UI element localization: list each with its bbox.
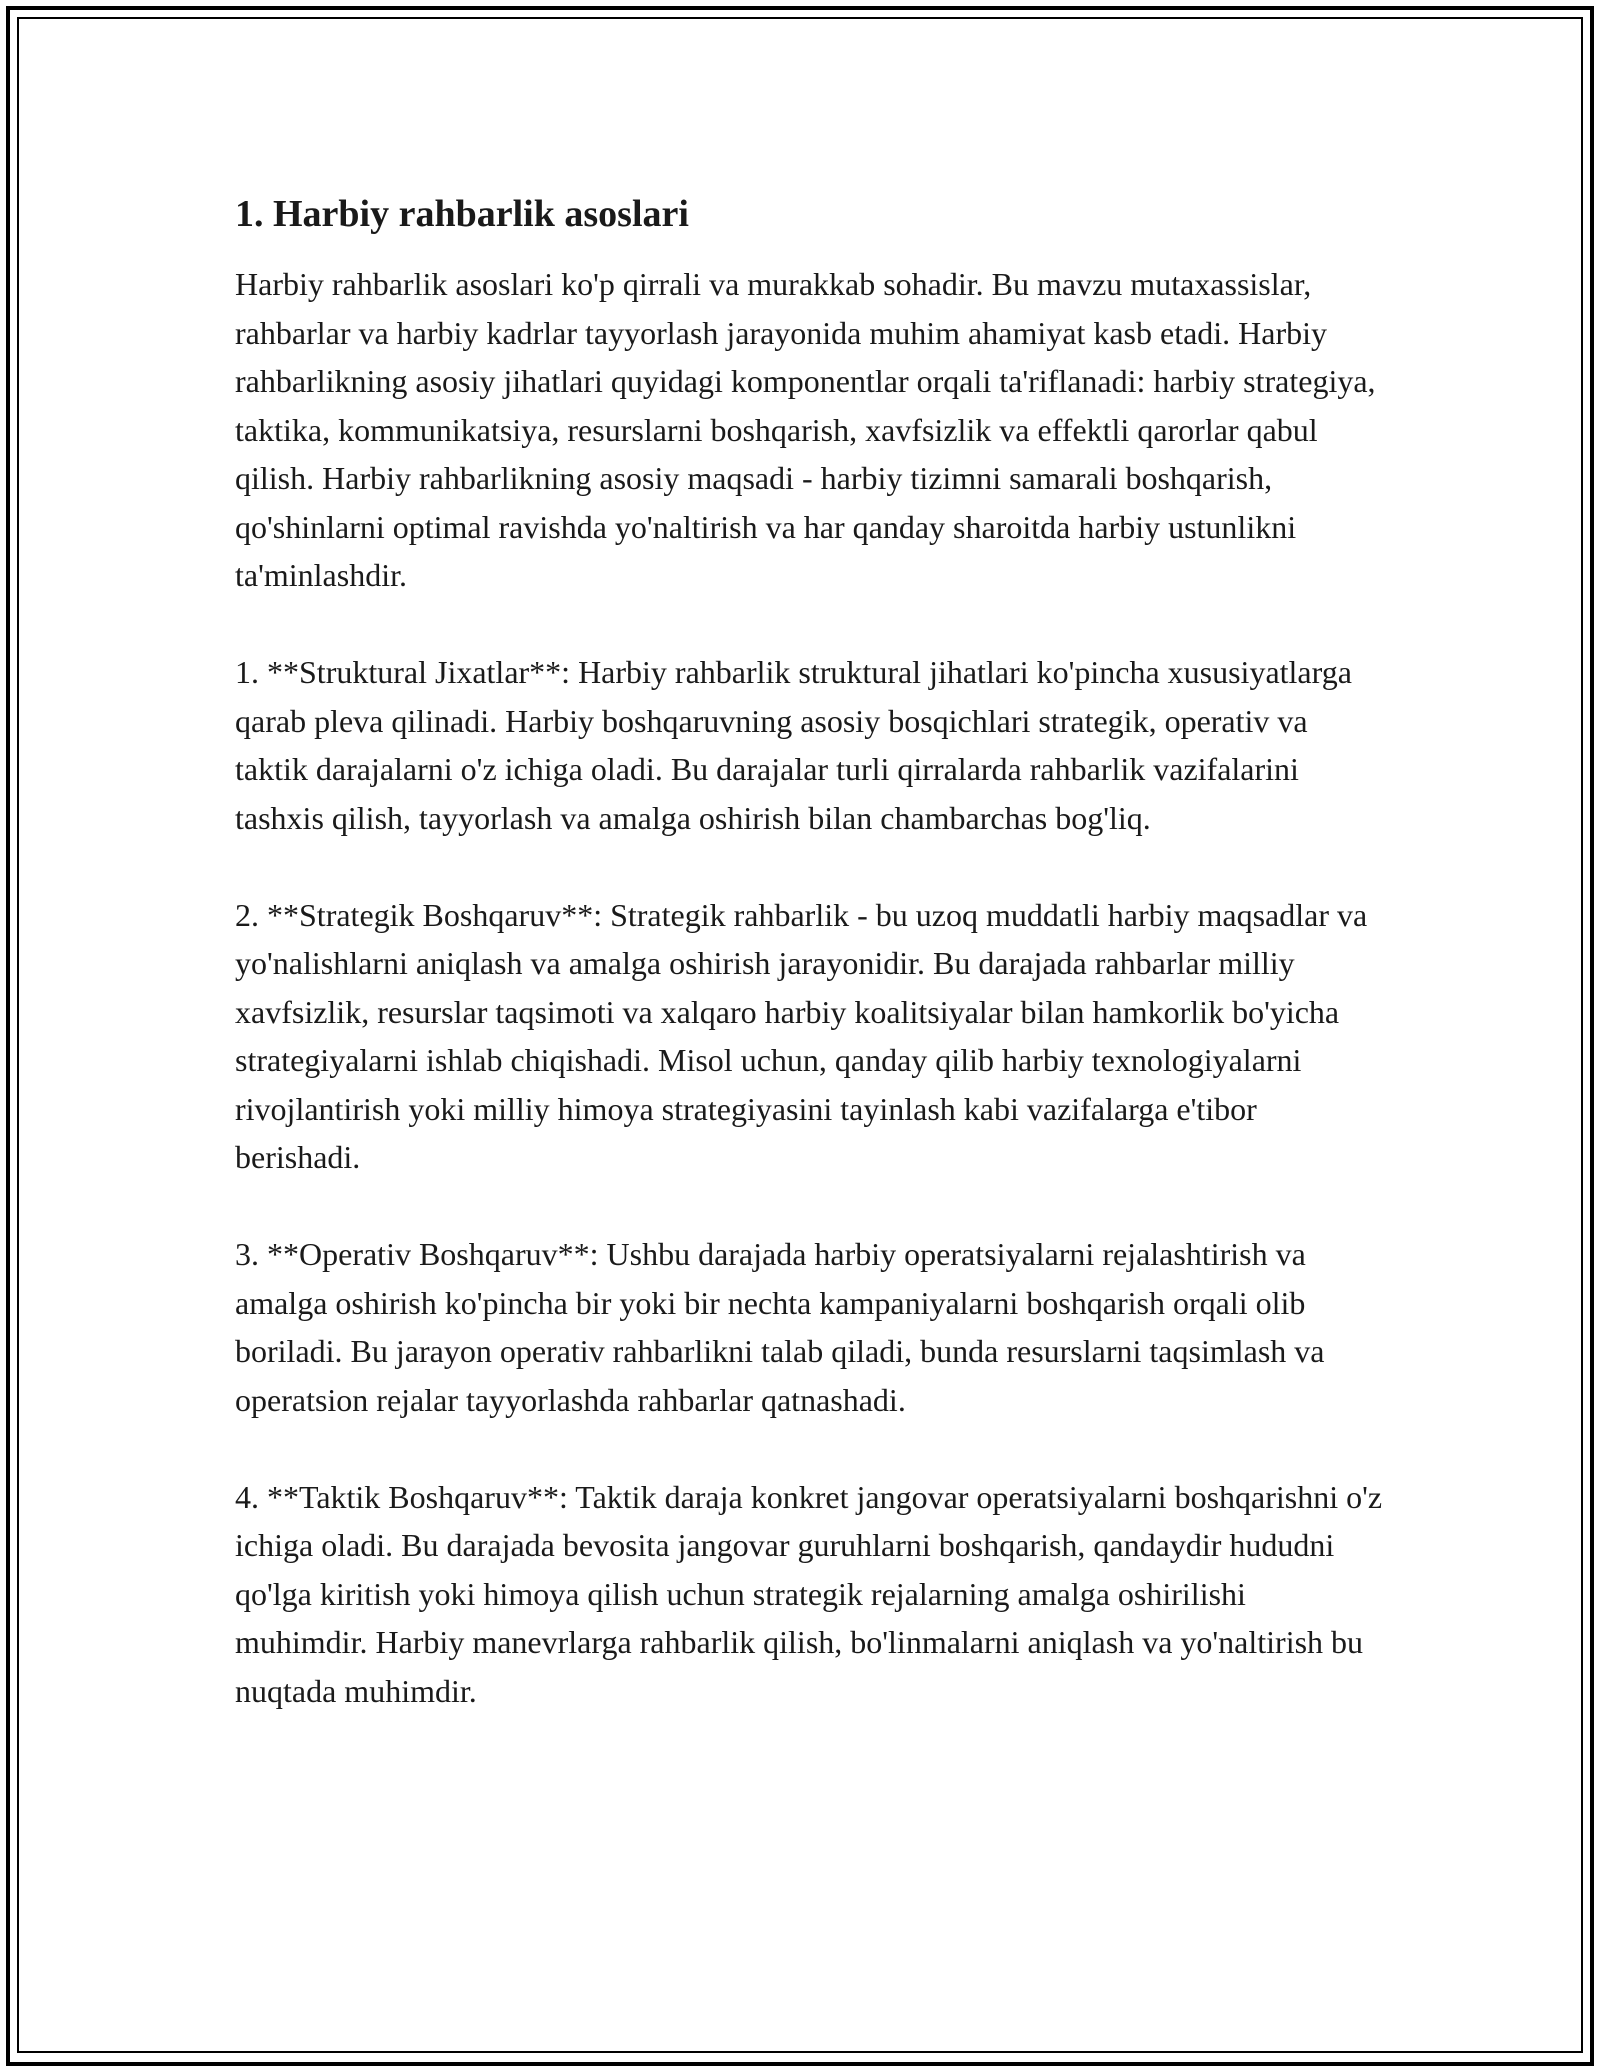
document-body	[235, 188, 1385, 1764]
paragraph-operativ-boshqaruv: 3. **Operativ Boshqaruv**: Ushbu darajada harbiy operatsiyalarni rejalashtirish va amalga oshirish ko'pincha bir yoki bir nechta kampaniyalarni boshqarish orqali olib boriladi. Bu jarayon operativ rahbarlikni talab qiladi, bunda resurslarni taqsimlash va operatsion rejalar tayyorlashda rahbarlar qatnashadi.	[235, 1236, 1325, 1418]
paragraph-taktik-boshqaruv: 4. **Taktik Boshqaruv**: Taktik daraja konkret jangovar operatsiyalarni boshqarishni o'z ichiga oladi. Bu darajada bevosita jangovar guruhlarni boshqarish, qandaydir hududni qo'lga kiritish yoki himoya qilish uchun strategik rejalarning amalga oshirilishi muhimdir. Harbiy manevrlarga rahbarlik qilish, bo'linmalarni aniqlash va yo'naltirish bu nuqtada muhimdir.	[235, 1478, 1383, 1709]
paragraph-struktural-jixatlar: 1. **Struktural Jixatlar**: Harbiy rahbarlik struktural jihatlari ko'pincha xususiyatlarga qarab pleva qilinadi. Harbiy boshqaruvning asosiy bosqichlari strategik, operativ va taktik darajalarni o'z ichiga oladi. Bu darajalar turli qirralarda rahbarlik vazifalarini tashxis qilish, tayyorlash va amalga oshirish bilan chambarchas bog'liq.	[235, 654, 1352, 836]
section-heading: 1. Harbiy rahbarlik asoslari	[235, 193, 689, 235]
intro-paragraph: Harbiy rahbarlik asoslari ko'p qirrali va murakkab sohadir. Bu mavzu mutaxassislar, rahbarlar va harbiy kadrlar tayyorlash jarayonida muhim ahamiyat kasb etadi. Harbiy rahbarlikning asosiy jihatlari quyidagi komponentlar orqali ta'riflanadi: harbiy strategiya, taktika, kommunikatsiya, resurslarni boshqarish, xavfsizlik va effektli qarorlar qabul qilish. Harbiy rahbarlikning asosiy maqsadi - harbiy tizimni samarali boshqarish, qo'shinlarni optimal ravishda yo'naltirish va har qanday sharoitda harbiy ustunlikni ta'minlashdir.	[235, 266, 1376, 593]
paragraph-strategik-boshqaruv: 2. **Strategik Boshqaruv**: Strategik rahbarlik - bu uzoq muddatli harbiy maqsadlar va yo'nalishlarni aniqlash va amalga oshirish jarayonidir. Bu darajada rahbarlar milliy xavfsizlik, resurslar taqsimoti va xalqaro harbiy koalitsiyalar bilan hamkorlik bo'yicha strategiyalarni ishlab chiqishadi. Misol uchun, qanday qilib harbiy texnologiyalarni rivojlantirish yoki milliy himoya strategiyasini tayinlash kabi vazifalarga e'tibor berishadi.	[235, 896, 1368, 1175]
